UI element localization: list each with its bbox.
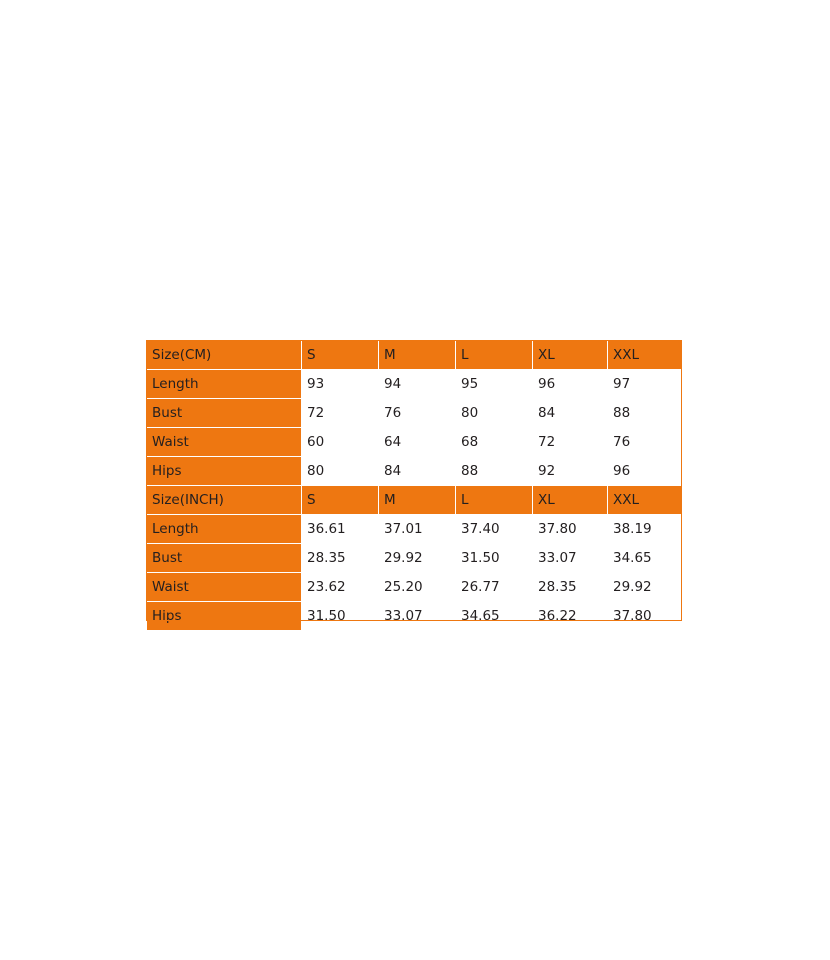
cell-waist-s-inch: 23.62 <box>302 573 379 602</box>
table-row <box>147 515 683 544</box>
cell-bust-m-cm: 76 <box>379 399 456 428</box>
cell-waist-l-inch: 26.77 <box>456 573 533 602</box>
header-cell-xl-inch: XL <box>533 486 608 515</box>
header-cell-l-cm: L <box>456 341 533 370</box>
cell-length-m-cm: 94 <box>379 370 456 399</box>
cell-length-xxl-inch: 38.19 <box>608 515 683 544</box>
header-cell-s-cm: S <box>302 341 379 370</box>
cell-bust-xl-cm: 84 <box>533 399 608 428</box>
cell-length-xl-cm: 96 <box>533 370 608 399</box>
cell-waist-m-inch: 25.20 <box>379 573 456 602</box>
cell-hips-xl-inch: 36.22 <box>533 602 608 631</box>
row-label-waist-cm: Waist <box>147 428 302 457</box>
header-cell-xl-cm: XL <box>533 341 608 370</box>
cell-waist-xl-inch: 28.35 <box>533 573 608 602</box>
table-header-row-inch <box>147 486 683 515</box>
cell-waist-l-cm: 68 <box>456 428 533 457</box>
table-row <box>147 457 683 486</box>
row-label-hips-cm: Hips <box>147 457 302 486</box>
cell-bust-s-inch: 28.35 <box>302 544 379 573</box>
cell-hips-m-cm: 84 <box>379 457 456 486</box>
header-cell-m-cm: M <box>379 341 456 370</box>
cell-bust-xxl-inch: 34.65 <box>608 544 683 573</box>
header-cell-l-inch: L <box>456 486 533 515</box>
row-label-length-inch: Length <box>147 515 302 544</box>
cell-waist-m-cm: 64 <box>379 428 456 457</box>
cell-hips-s-inch: 31.50 <box>302 602 379 631</box>
cell-hips-l-cm: 88 <box>456 457 533 486</box>
row-label-hips-inch: Hips <box>147 602 302 631</box>
cell-hips-xxl-inch: 37.80 <box>608 602 683 631</box>
cell-waist-xxl-inch: 29.92 <box>608 573 683 602</box>
header-cell-xxl-inch: XXL <box>608 486 683 515</box>
cell-length-m-inch: 37.01 <box>379 515 456 544</box>
cell-hips-s-cm: 80 <box>302 457 379 486</box>
cell-length-xxl-cm: 97 <box>608 370 683 399</box>
header-cell-m-inch: M <box>379 486 456 515</box>
table-row <box>147 602 683 631</box>
row-label-bust-inch: Bust <box>147 544 302 573</box>
table-row <box>147 428 683 457</box>
header-cell-size-inch: Size(INCH) <box>147 486 302 515</box>
cell-waist-xxl-cm: 76 <box>608 428 683 457</box>
table-row <box>147 399 683 428</box>
cell-bust-xl-inch: 33.07 <box>533 544 608 573</box>
cell-length-s-inch: 36.61 <box>302 515 379 544</box>
row-label-length-cm: Length <box>147 370 302 399</box>
cell-hips-l-inch: 34.65 <box>456 602 533 631</box>
cell-waist-xl-cm: 72 <box>533 428 608 457</box>
cell-bust-xxl-cm: 88 <box>608 399 683 428</box>
cell-hips-xl-cm: 92 <box>533 457 608 486</box>
cell-bust-l-inch: 31.50 <box>456 544 533 573</box>
table-header-row-cm <box>147 341 683 370</box>
table-row <box>147 370 683 399</box>
row-label-bust-cm: Bust <box>147 399 302 428</box>
row-label-waist-inch: Waist <box>147 573 302 602</box>
cell-hips-m-inch: 33.07 <box>379 602 456 631</box>
header-cell-size-cm: Size(CM) <box>147 341 302 370</box>
cell-length-l-cm: 95 <box>456 370 533 399</box>
cell-length-l-inch: 37.40 <box>456 515 533 544</box>
cell-length-xl-inch: 37.80 <box>533 515 608 544</box>
cell-length-s-cm: 93 <box>302 370 379 399</box>
header-cell-s-inch: S <box>302 486 379 515</box>
cell-bust-s-cm: 72 <box>302 399 379 428</box>
cell-bust-m-inch: 29.92 <box>379 544 456 573</box>
cell-waist-s-cm: 60 <box>302 428 379 457</box>
size-chart-table <box>146 340 683 631</box>
table-row <box>147 544 683 573</box>
table-row <box>147 573 683 602</box>
cell-hips-xxl-cm: 96 <box>608 457 683 486</box>
header-cell-xxl-cm: XXL <box>608 341 683 370</box>
cell-bust-l-cm: 80 <box>456 399 533 428</box>
